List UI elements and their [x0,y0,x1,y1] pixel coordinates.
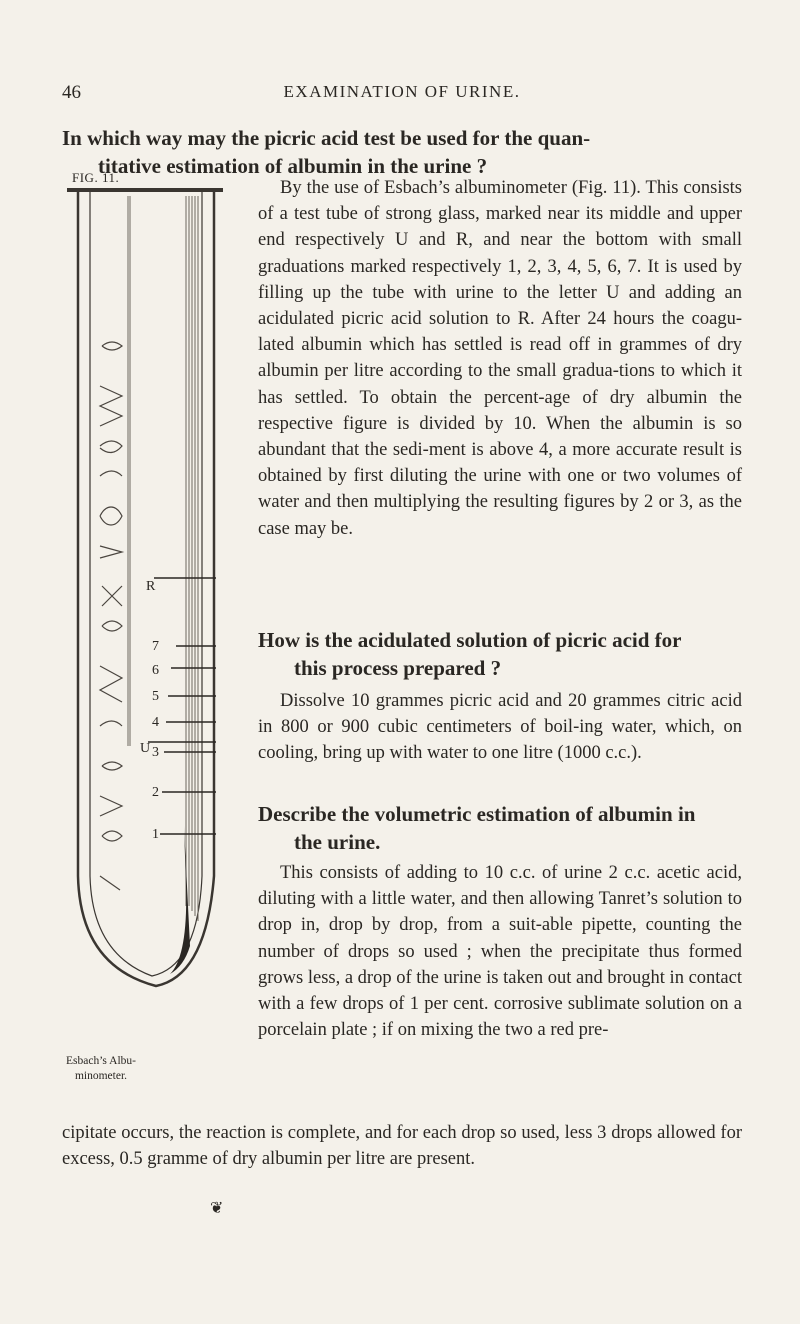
graduation-7: 7 [152,639,159,654]
mark-r-label: R [146,579,156,594]
page-header [62,82,742,106]
graduation-4: 4 [152,715,159,730]
paragraph-picric-solution: Dissolve 10 grammes picric acid and 20 grammes citric acid in 800 or 900 cubic centimeters of boil-ing water, which, on cooling, bring up with water to one litre (1000 c.c.). [258,691,742,764]
question-3-line-1: Describe the volumetric estimation of albumin in [258,802,696,826]
mark-u-label: U [140,741,151,756]
question-3-line-2: the urine. [294,830,381,854]
sediment-shading [170,826,190,974]
figure-caption: Esbach’s Albu-minometer. [66,1055,136,1082]
paragraph-volumetric-continued: cipitate occurs, the reaction is complete, and for each drop so used, less 3 drops allowed for excess, 0.5 gramme of dry albumin per litre are present. [62,1123,742,1170]
question-1-line-1: In which way may the picric acid test be used for the quan- [62,126,591,150]
question-2-line-2: this process prepared ? [294,656,502,680]
albuminometer-figure [66,186,256,1054]
question-heading-2 [258,626,742,682]
page-number: 46 [62,82,81,103]
graduation-3: 3 [152,745,159,760]
question-1-line-2: titative estimation of albumin in the urine ? [98,154,488,178]
figure-label: FIG. 11. [72,170,120,185]
tube-top-rim [67,188,223,192]
ornament-mark: ❦ [210,1200,224,1217]
running-title: EXAMINATION OF URINE. [283,82,521,101]
graduation-2: 2 [152,785,159,800]
question-heading-1 [62,124,742,180]
paragraph-volumetric: This consists of adding to 10 c.c. of urine 2 c.c. acetic acid, diluting with a little water, and then allowing Tanret’s solution to drop in, drop by drop, from a suit-able pipette, counting the number of drops so used ; when the precipitate thus formed grows less, a drop of the urine is taken out and brought in contact with a few drops of 1 per cent. corrosive sublimate solution on a porcelain plate ; if on mixing the two a red pre- [258,863,742,1041]
paragraph-albuminometer: By the use of Esbach’s albuminometer (Fig. 11). This consists of a test tube of strong glass, marked near its middle and upper end respectively U and R, and near the bottom with small graduations marked respectively 1, 2, 3, 4, 5, 6, 7. It is used by filling up the tube with urine to the letter U and adding an acidulated picric acid solution to R. After 24 hours the coagu-lated albumin which has settled is read off in grammes of dry albumin per litre according to the small gradua-tions to which it has settled. To obtain the percent-age of dry albumin the respective figure is divided by 10. When the albumin is so abundant that the sedi-ment is above 4, a more accurate result is obtained by first diluting the urine with one or two volumes of water and then multiplying the resulting figures by 2 or 3, as the case may be. [258,178,742,539]
graduation-6: 6 [152,663,159,678]
question-heading-3 [258,800,742,856]
glass-shading [128,196,198,921]
question-2-line-1: How is the acidulated solution of picric acid for [258,628,682,652]
etched-lettering [100,342,122,890]
graduation-lines [160,646,216,834]
graduation-5: 5 [152,689,159,704]
graduation-1: 1 [152,827,159,842]
